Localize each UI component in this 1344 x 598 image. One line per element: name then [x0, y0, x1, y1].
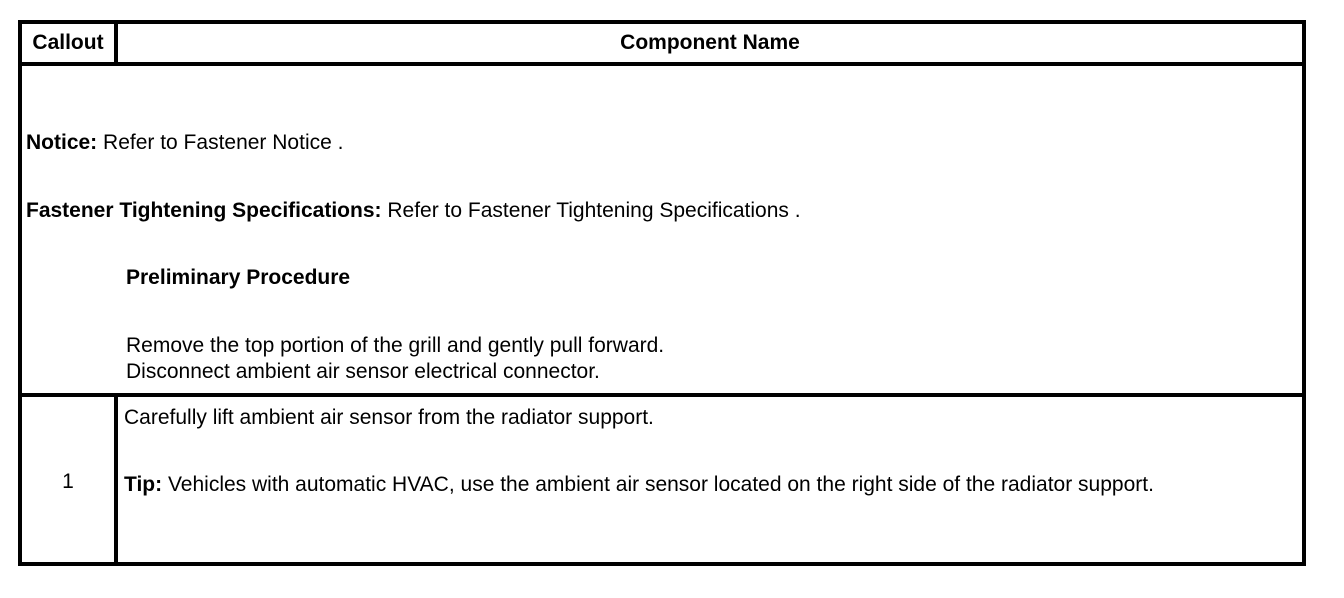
component-name-column-header: Component Name	[620, 31, 800, 54]
fastener-spec-label: Fastener Tightening Specifications:	[26, 199, 382, 222]
tip-note	[124, 472, 1274, 498]
fastener-spec-line	[26, 198, 801, 224]
preliminary-section	[22, 66, 1302, 397]
preliminary-step: Disconnect ambient air sensor electrical connector.	[126, 360, 600, 383]
table-header-row	[22, 24, 1302, 66]
notice-text: Refer to Fastener Notice .	[97, 131, 344, 154]
tip-text: Vehicles with automatic HVAC, use the ambient air sensor located on the right side of the radiator support.	[162, 473, 1154, 496]
preliminary-step: Remove the top portion of the grill and gently pull forward.	[126, 334, 665, 357]
preliminary-procedure-title: Preliminary Procedure	[126, 266, 351, 289]
step-instruction: Carefully lift ambient air sensor from the radiator support.	[124, 406, 654, 429]
procedure-table	[18, 20, 1306, 566]
callout-column-header: Callout	[22, 24, 118, 62]
step-body-cell	[122, 397, 1292, 562]
fastener-spec-text: Refer to Fastener Tightening Specifications .	[381, 199, 801, 222]
notice-label: Notice:	[26, 131, 98, 154]
table-row	[22, 397, 1302, 562]
callout-number: 1	[62, 470, 74, 493]
tip-label: Tip:	[124, 473, 163, 496]
step-callout-cell	[22, 397, 118, 562]
notice-line	[26, 130, 343, 156]
